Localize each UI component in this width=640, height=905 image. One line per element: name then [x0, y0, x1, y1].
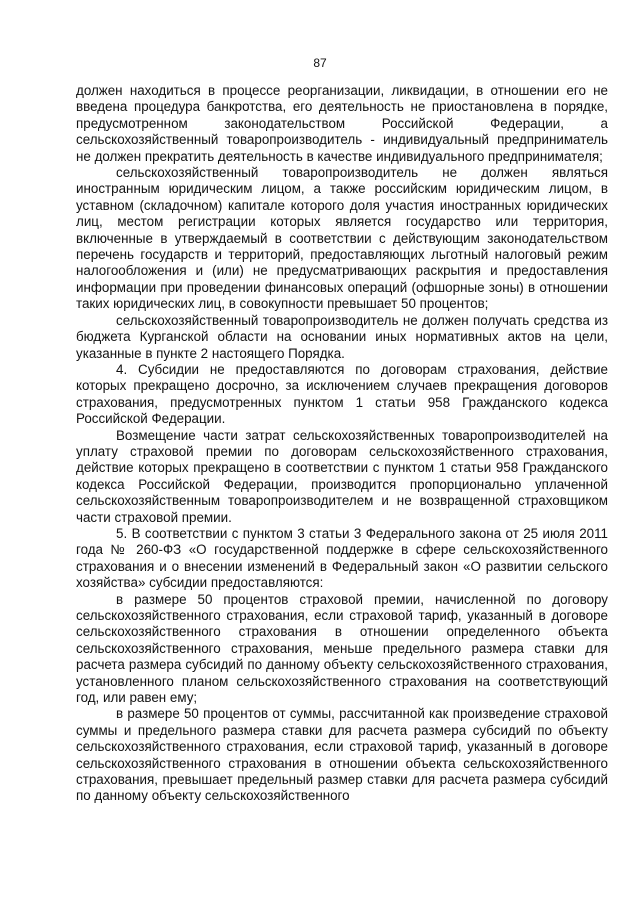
paragraph-premium-reimbursement: Возмещение части затрат сельскохозяйственных товаропроизводителей на уплату страховой премии по договорам сельскохозяйственного страхования, действие которых прекращено в соответствии с пунктом 1 статьи 958 Гражданского кодекса Российской Федерации, производится пропорционально уплаченной сельскохозяйственным товаропроизводителем и не возвращенной страховщиком части страховой премии.: [76, 427, 608, 525]
document-body: [76, 83, 608, 805]
paragraph-foreign-entity-condition: сельскохозяйственный товаропроизводитель не должен являться иностранным юридическим лицом, а также российским юридическим лицом, в уставном (складочном) капитале которого доля участия иностранных юридических лиц, местом регистрации которых является государство или территория, включенные в утверждаемый в соответствии с действующим законодательством перечень государств и территорий, предоставляющих льготный налоговый режим налогообложения и (или) не предусматривающих раскрытия и предоставления информации при проведении финансовых операций (офшорные зоны) в отношении таких юридических лиц, в совокупности превышает 50 процентов;: [76, 165, 608, 312]
page-number: 87: [313, 56, 327, 70]
paragraph-budget-funds-condition: сельскохозяйственный товаропроизводитель не должен получать средства из бюджета Курганской области на основании иных нормативных актов на цели, указанные в пункте 2 настоящего Порядка.: [76, 312, 608, 361]
paragraph-subsidy-case-1: в размере 50 процентов страховой премии, начисленной по договору сельскохозяйственного страхования, если страховой тариф, указанный в договоре сельскохозяйственного страхования в отношении определенного объекта сельскохозяйственного страхования, меньше предельного размера ставки для расчета размера субсидий по данному объекту сельскохозяйственного страхования, установленного планом сельскохозяйственного страхования на соответствующий год, или равен ему;: [76, 591, 608, 706]
paragraph-clause-5: 5. В соответствии с пунктом 3 статьи 3 Федерального закона от 25 июля 2011 года № 260-ФЗ «О государственной поддержке в сфере сельскохозяйственного страхования и о внесении изменений в Федеральный закон «О развитии сельского хозяйства» субсидии предоставляются:: [76, 525, 608, 591]
paragraph-clause-4: 4. Субсидии не предоставляются по договорам страхования, действие которых прекращено досрочно, за исключением случаев прекращения договоров страхования, предусмотренных пунктом 1 статьи 958 Гражданского кодекса Российской Федерации.: [76, 361, 608, 427]
paragraph-subsidy-case-2: в размере 50 процентов от суммы, рассчитанной как произведение страховой суммы и предельного размера ставки для расчета размера субсидий по объекту сельскохозяйственного страхования, если страховой тариф, указанный в договоре сельскохозяйственного страхования в отношении объекта сельскохозяйственного страхования, превышает предельный размер ставки для расчета размера субсидий по данному объекту сельскохозяйственного: [76, 706, 608, 804]
paragraph-continuation: должен находиться в процессе реорганизации, ликвидации, в отношении его не введена процедура банкротства, его деятельность не приостановлена в порядке, предусмотренном законодательством Российской Федерации, а сельскохозяйственный товаропроизводитель - индивидуальный предприниматель не должен прекратить деятельность в качестве индивидуального предпринимателя;: [76, 83, 608, 164]
